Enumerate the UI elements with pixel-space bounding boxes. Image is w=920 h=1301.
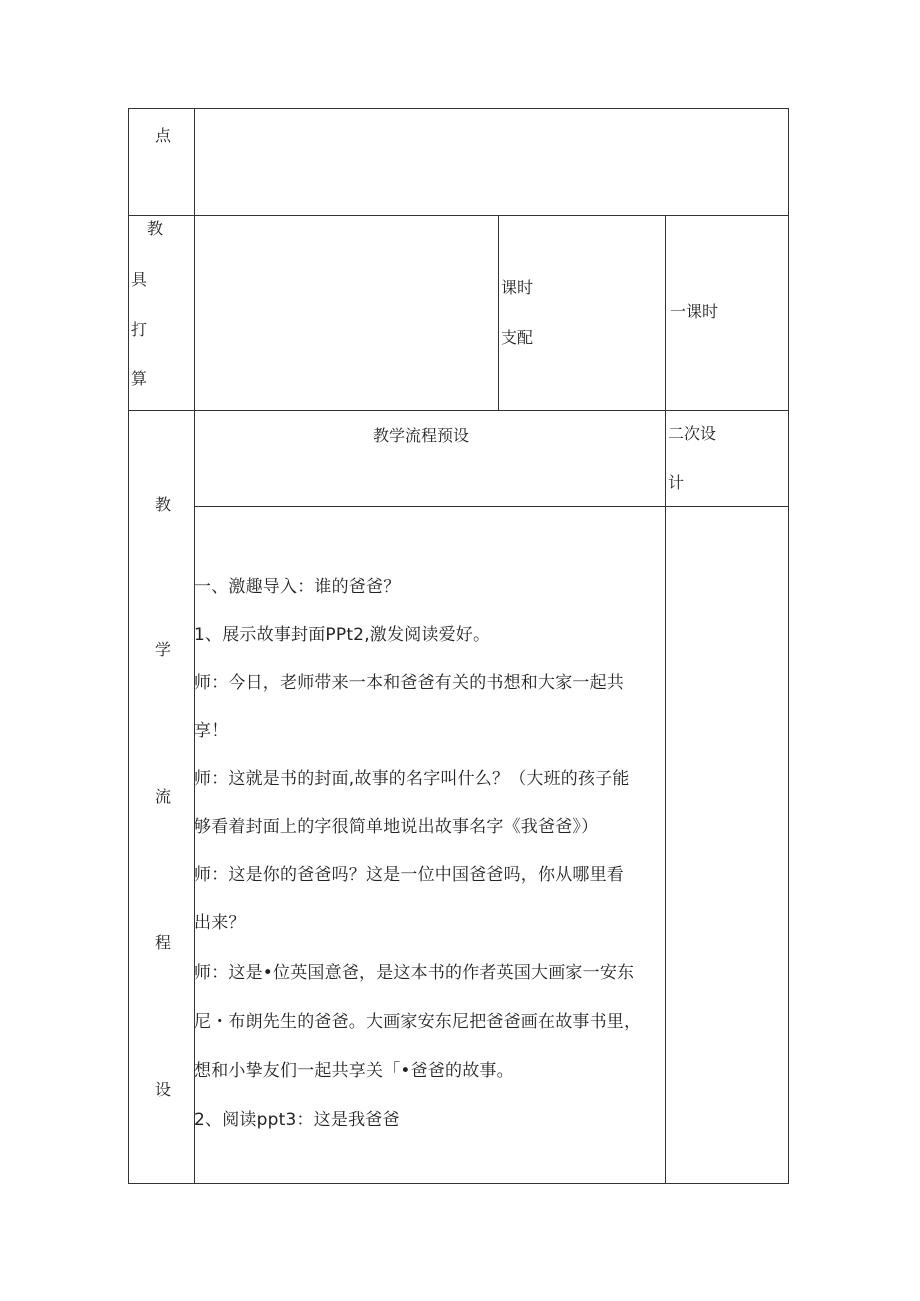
- tools-content-cell: [194, 215, 499, 411]
- flow-header: 教学流程预设: [373, 426, 470, 445]
- flow-label-char: 程: [155, 933, 172, 952]
- point-label: 点: [155, 126, 172, 145]
- flow-body-line: 2、阅读ppt3：这是我爸爸: [194, 1110, 400, 1130]
- flow-body-line: 一、激趣导入：谁的爸爸？: [194, 577, 401, 597]
- flow-body-line: 1、展示故事封面PPt2,激发阅读爱好。: [194, 625, 491, 645]
- tools-label-char: 教: [147, 219, 164, 238]
- flow-label-char: 教: [155, 495, 172, 514]
- flow-body-line: 享！: [194, 721, 229, 741]
- tools-label-char: 打: [131, 320, 148, 339]
- flow-body-line: 尼・布朗先生的爸爸。大画家安东尼把爸爸画在故事书里，: [194, 1012, 642, 1032]
- point-label-cell: [128, 108, 195, 216]
- hours-label-line: 课时: [501, 278, 534, 297]
- flow-body-line: 师：这就是书的封面,故事的名字叫什么？（大班的孩子能: [194, 769, 630, 789]
- flow-label-char: 流: [155, 787, 172, 806]
- tools-label-char: 具: [131, 270, 148, 289]
- hours-label-line: 支配: [501, 328, 534, 347]
- flow-header-cell: [194, 410, 666, 507]
- flow-label-char: 设: [155, 1080, 172, 1099]
- point-content-cell: [194, 108, 789, 216]
- flow-body-line: 够看着封面上的字很简单地说出故事名字《我爸爸》）: [194, 817, 599, 837]
- flow-body-line: 出来？: [194, 913, 246, 933]
- second-design-line: 二次设: [668, 424, 717, 443]
- flow-body-line: 师：这是你的爸爸吗？这是一位中国爸爸吗，你从哪里看: [194, 865, 624, 885]
- flow-content-cell: [194, 506, 666, 1184]
- second-design-line: 计: [668, 473, 685, 492]
- tools-label-char: 算: [131, 369, 148, 388]
- flow-body-line: 想和小挚友们一起共享关「•爸爸的故事。: [194, 1061, 514, 1081]
- hours-label-cell: [498, 215, 666, 411]
- second-design-content-cell: [665, 506, 789, 1184]
- flow-body-line: 师：这是•位英国意爸，是这本书的作者英国大画家一安东: [194, 963, 635, 983]
- hours-value: 一课时: [670, 302, 719, 321]
- flow-body-line: 师：今日，老师带来一本和爸爸有关的书想和大家一起共: [194, 673, 624, 693]
- flow-label-char: 学: [155, 640, 172, 659]
